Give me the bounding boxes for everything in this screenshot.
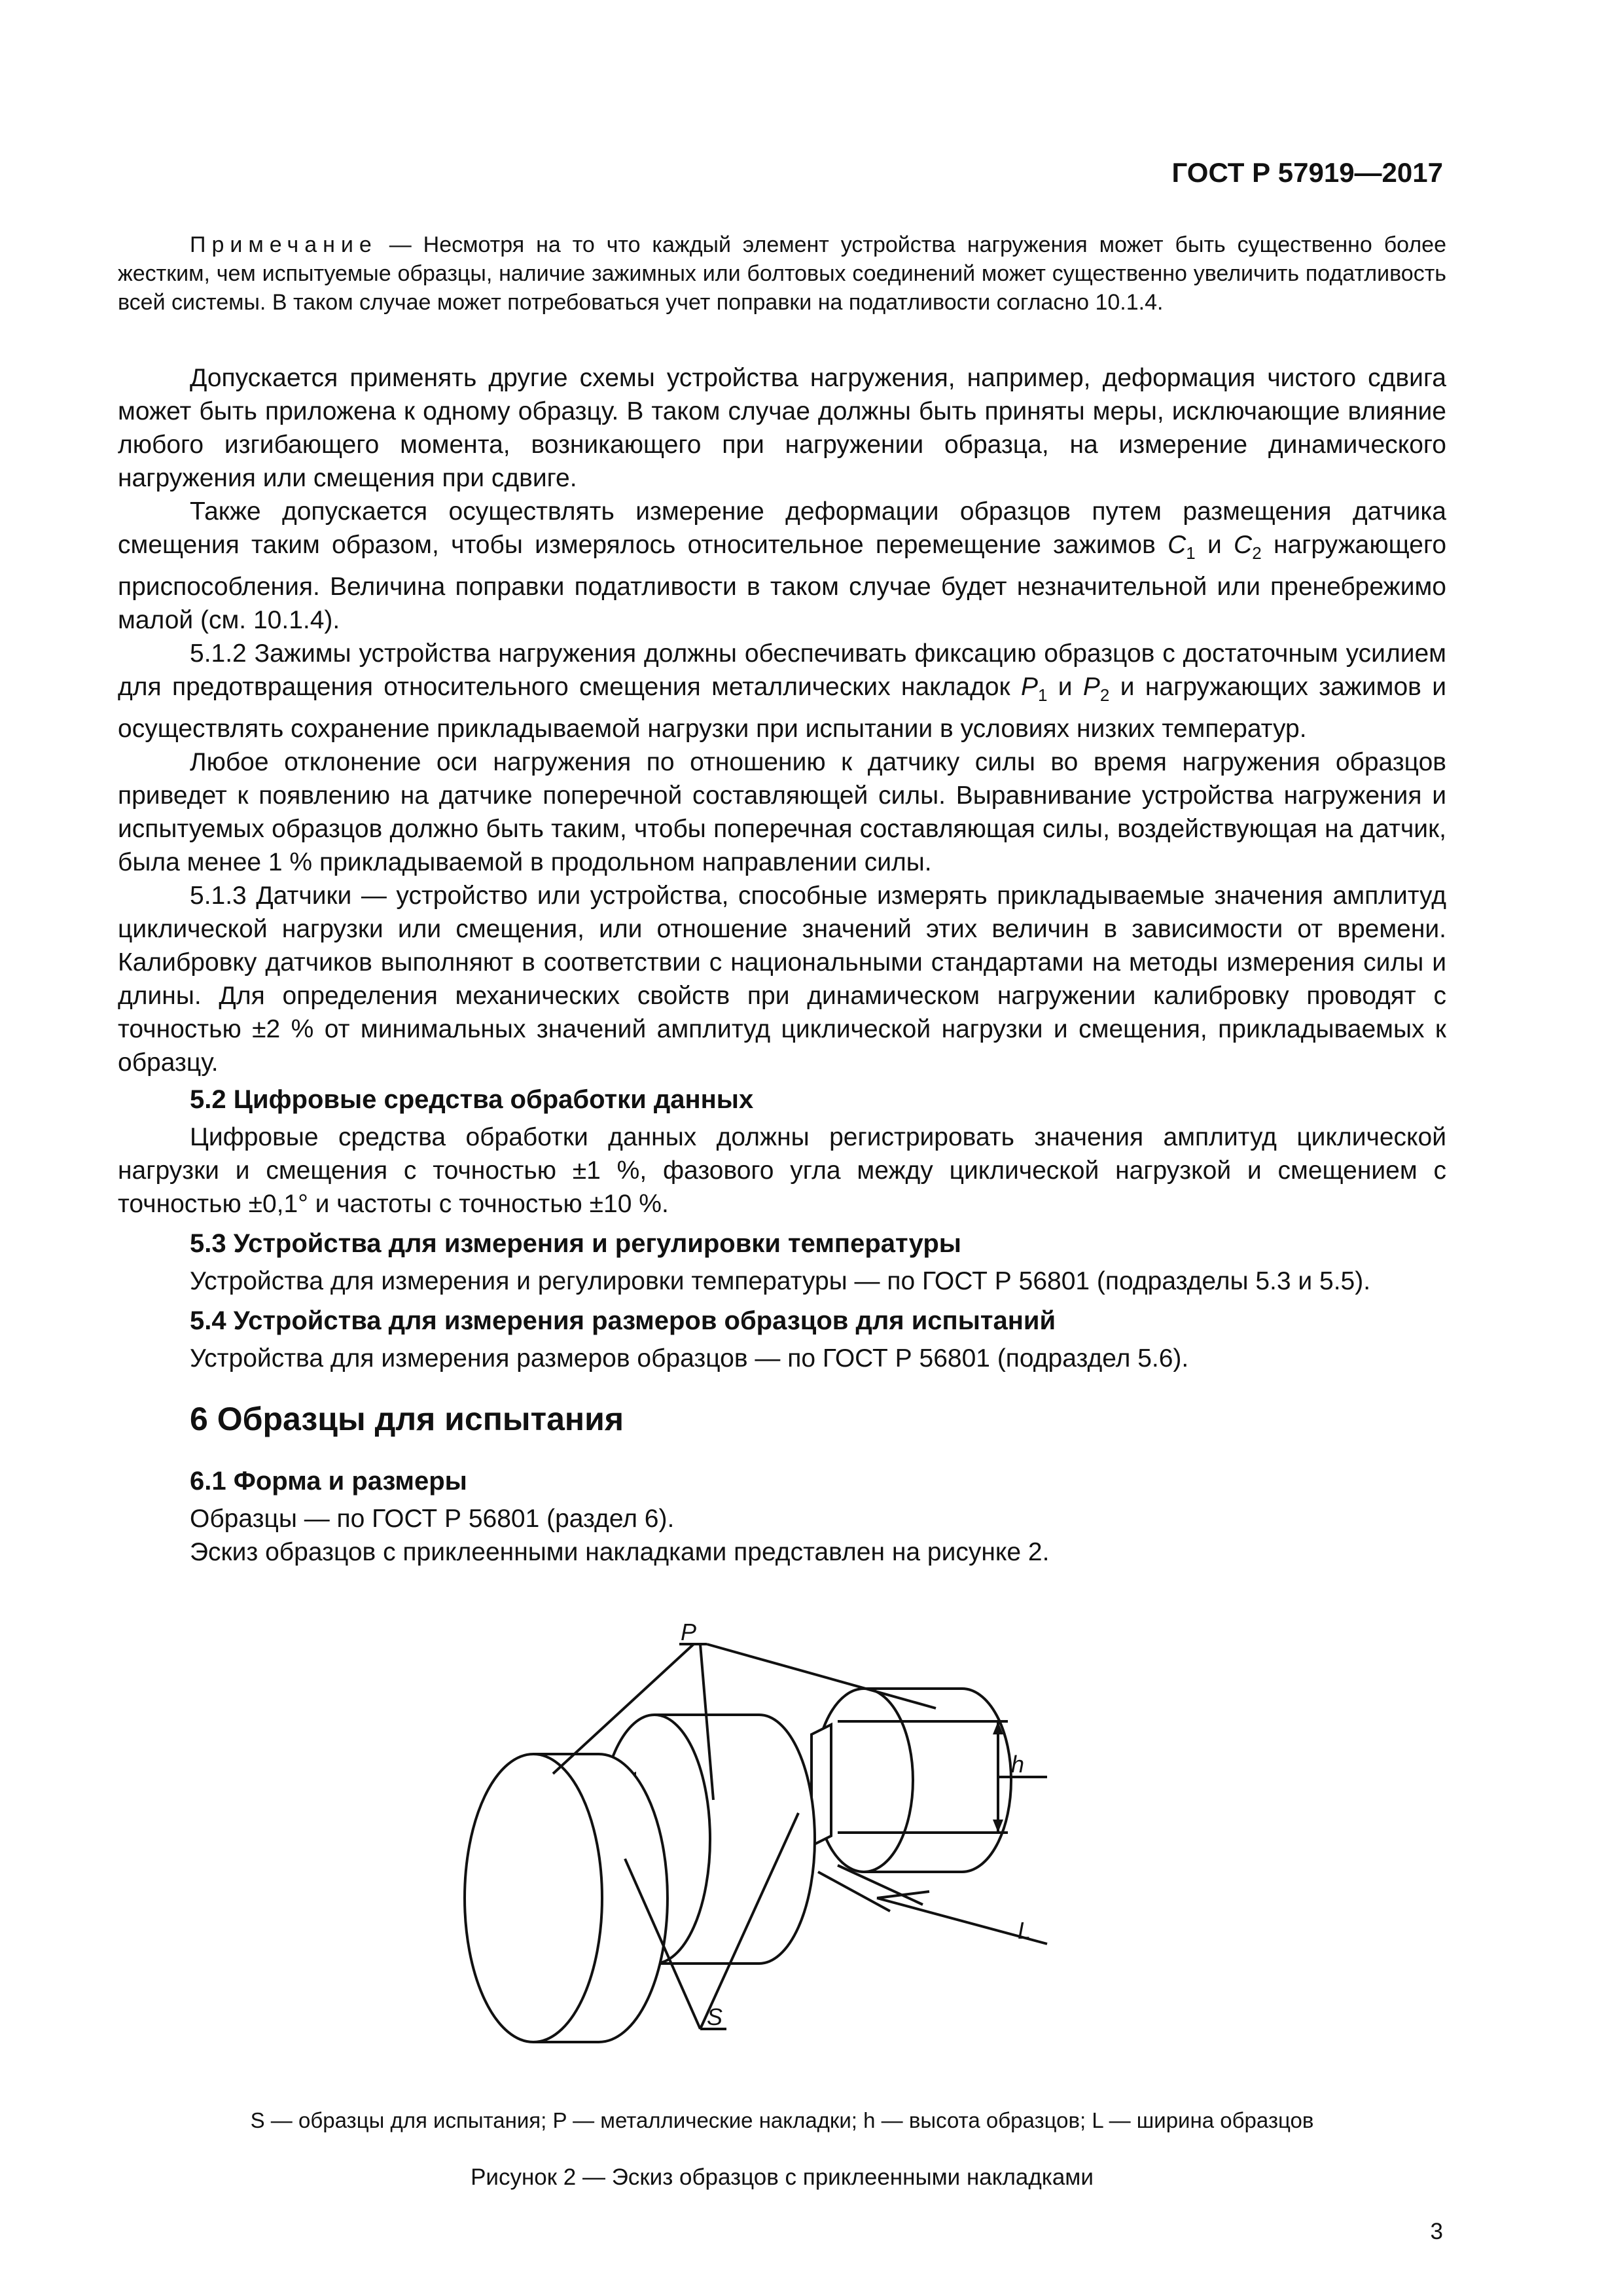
heading-5-2: 5.2 Цифровые средства обработки данных [190,1085,754,1114]
left-cylinder-face [465,1754,602,2042]
figure-caption: Рисунок 2 — Эскиз образцов с приклеенными накладками [471,2164,1094,2190]
paragraph-5-1-3: 5.1.3 Датчики — устройство или устройства, способные измерять прикладываемые значения амплитуд циклической нагрузки или смещения, или отношение значений этих величин в зависимости от времени. Калибровку датчиков выполняют в соответствии с национальными стандартами на методы измерения силы и длины. Для определения механических свойств при динамическом нагружении калибровку проводят с точностью ±2 % от минимальных значений амплитуд циклической нагрузки и смещения, прикладываемых к образцу. [118,881,1446,1077]
document-number: ГОСТ Р 57919—2017 [1171,157,1443,188]
page-number: 3 [1430,2219,1443,2244]
text-5-4: Устройства для измерения размеров образцов — по ГОСТ Р 56801 (подраздел 5.6). [190,1344,1189,1372]
paragraph-1: Допускается применять другие схемы устройства нагружения, например, деформация чистого сдвига может быть приложена к одному образцу. В таком случае должны быть приняты меры, исключающие влияние любого изгибающего момента, возникающего при нагружении образца, на измерение динамического нагружения или смещения при сдвиге. [118,364,1446,492]
note-block [118,230,1446,317]
note-text: — Несмотря на то что каждый элемент устройства нагружения может быть существенно более жестким, чем испытуемые образцы, наличие зажимных или болтовых соединений может существенно увеличить податливость всей системы. В таком случае может потребоваться учет поправки на податливости согласно 10.1.4. [118,232,1446,315]
label-h: h [1011,1751,1025,1778]
label-p: P [681,1619,697,1645]
heading-6-1: 6.1 Форма и размеры [190,1466,467,1496]
paragraph-2: Также допускается осуществлять измерение деформации образцов путем размещения датчика смещения таким образом, чтобы измерялось относительное перемещение зажимов $C_1$ и $C_2$ нагружающего приспособления. Величина поправки податливости в таком случае будет незначительной или пренебрежимо малой (см. 10.1.4). [118,497,1447,634]
label-s: S [707,2003,723,2030]
paragraph-4: Любое отклонение оси нагружения по отношению к датчику силы во время нагружения образцов приведет к появлению на датчике поперечной составляющей силы. Выравнивание устройства нагружения и испытуемых образцов должно быть таким, чтобы поперечная составляющая силы, воздействующая на датчик, была менее 1 % прикладываемой в продольном направлении силы. [118,747,1446,876]
dim-l [877,1892,929,1898]
text-5-3: Устройства для измерения и регулировки температуры — по ГОСТ Р 56801 (подразделы 5.3 и 5.5). [190,1266,1371,1295]
text-6-1-b: Эскиз образцов с приклеенными накладками представлен на рисунке 2. [190,1537,1050,1566]
text-5-2: Цифровые средства обработки данных должны регистрировать значения амплитуд циклической нагрузки и смещения с точностью ±1 %, фазового угла между циклической нагрузкой и смещением с точностью ±0,1° и частоты с точностью ±10 %. [118,1122,1446,1218]
heading-5-3: 5.3 Устройства для измерения и регулировки температуры [190,1229,961,1258]
heading-6: 6 Образцы для испытания [190,1400,624,1437]
heading-5-4: 5.4 Устройства для измерения размеров образцов для испытаний [190,1306,1056,1335]
figure-legend: S — образцы для испытания; P — металлические накладки; h — высота образцов; L — ширина образцов [250,2108,1314,2132]
main-text [118,361,1446,1569]
note-label: Примечание [190,232,378,257]
leader-p-3 [707,1644,936,1708]
specimen-sketch [419,1617,1152,2049]
text-6-1-a: Образцы — по ГОСТ Р 56801 (раздел 6). [190,1504,675,1533]
label-l: L [1018,1917,1031,1944]
paragraph-5-1-2: 5.1.2 Зажимы устройства нагружения должны обеспечивать фиксацию образцов с достаточным усилием для предотвращения относительного смещения металлических накладок $P_1$ и $P_2$ и нагружающих зажимов и осуществлять сохранение прикладываемой нагрузки при испытании в условиях низких температур. [118,639,1447,743]
